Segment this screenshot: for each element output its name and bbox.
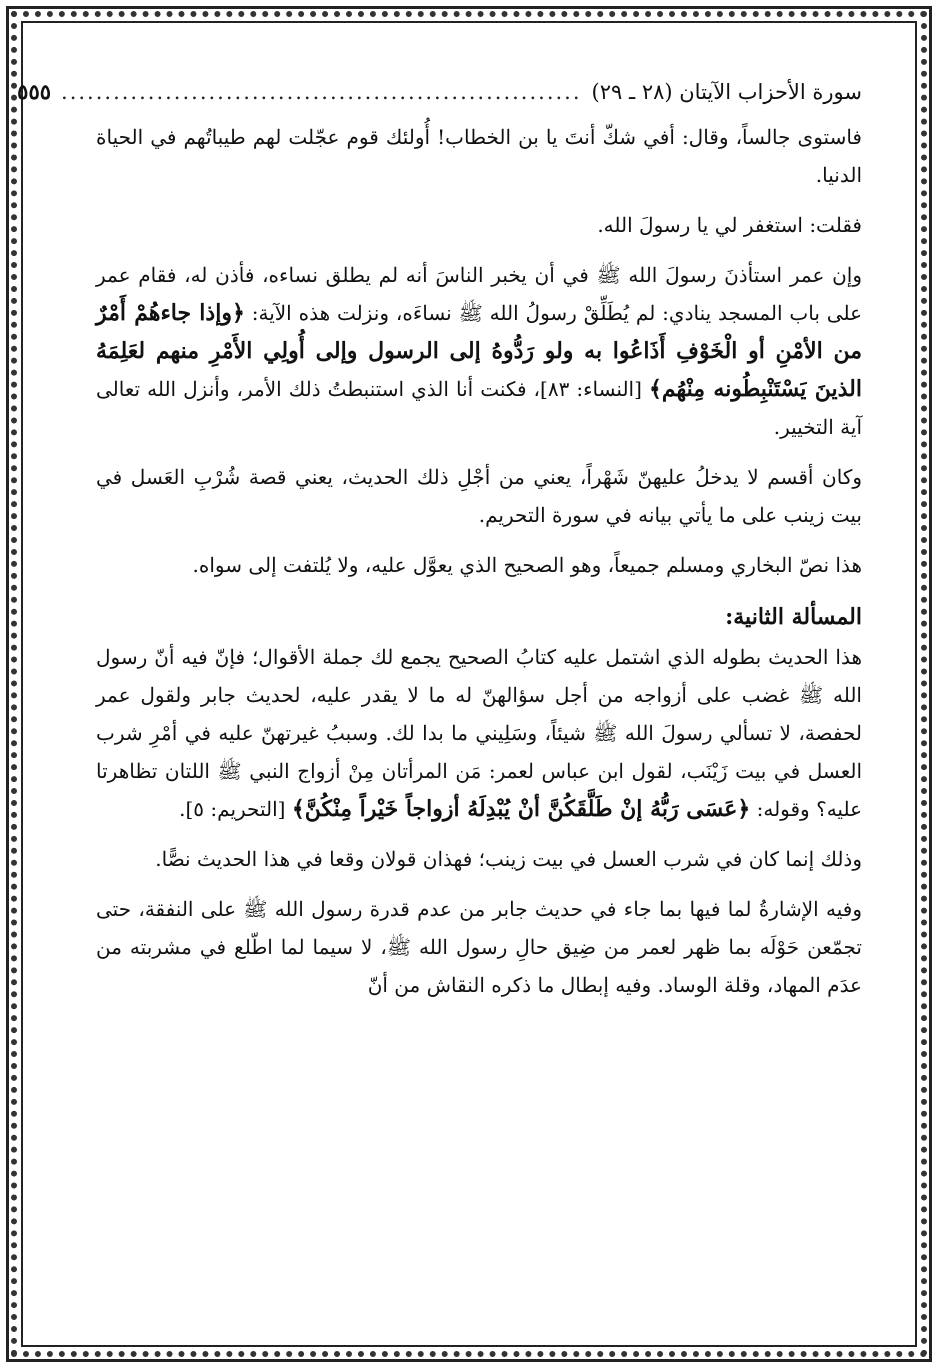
paragraph-text: [التحريم: ٥]. xyxy=(179,797,286,821)
paragraph: وذلك إنما كان في شرب العسل في بيت زينب؛ فهذان قولان وقعا في هذا الحديث نصًّا. xyxy=(155,847,862,871)
paragraph xyxy=(96,256,862,446)
paragraph-text: وإن عمر استأذنَ رسولَ الله ﷺ في أن يخبر الناسَ أنه لم يطلق نساءه، فأذن له، فقام عمر على باب المسجد ينادي: لم يُطَلِّقْ رسولُ الله ﷺ نساءَه، ونزلت هذه الآية: xyxy=(96,263,863,325)
paragraph-text: هذا الحديث بطوله الذي اشتمل عليه كتابُ الصحيح يجمع لك جملة الأقوال؛ فإنّ فيه أنّ رسول الله ﷺ غضب على أزواجه من أجل سؤالهنّ له ما لا يقدر عليه، لحديث جابر ولقول عمر لحفصة، لا تسألي رسولَ الله ﷺ شيئاً، وسَلِيني ما بدا لك. وسببُ غيرتهنّ عليه في أمْرِ شرب العسل في بيت زَيْنَب، لقول ابن عباس لعمر: مَن المرأتان مِنْ أزواج النبي ﷺ اللتان تظاهرتا عليه؟ وقوله: xyxy=(96,645,862,821)
paragraph: فاستوى جالساً، وقال: أفي شكّ أنتَ يا بن الخطاب! أُولئك قوم عجّلت لهم طيباتُهم في الحياة الدنيا. xyxy=(96,125,862,187)
paragraph: هذا نصّ البخاري ومسلم جميعاً، وهو الصحيح الذي يعوَّل عليه، ولا يُلتفت إلى سواه. xyxy=(192,553,862,577)
paragraph: وفيه الإشارةُ لما فيها بما جاء في حديث جابر من عدم قدرة رسول الله ﷺ على النفقة، حتى تجمّعن حَوْلَه بما ظهر لعمر من ضِيق حالِ رسول الله ﷺ، لا سيما لما اطّلع في مشربته من عدَم المهاد، وقلة الوساد. وفيه إبطال ما ذكره النقاش من أنّ xyxy=(96,897,862,997)
paragraph xyxy=(96,638,862,828)
paragraph: فقلت: استغفر لي يا رسولَ الله. xyxy=(597,213,862,237)
paragraph-text: [النساء: ٨٣]، فكنت أنا الذي استنبطتُ ذلك الأمر، وأنزل الله تعالى آية التخيير. xyxy=(96,377,862,439)
paragraph: وكان أقسم لا يدخلُ عليهنّ شَهْراً، يعني من أجْلِ ذلك الحديث، يعني قصة شُرْبِ العَسل في بيت زينب على ما يأتي بيانه في سورة التحريم. xyxy=(96,465,863,527)
header-title: سورة الأحزاب الآيتان (٢٨ ـ ٢٩) xyxy=(591,80,862,104)
quran-verse: ﴿وإذا جاءهُمْ أَمْرٌ من الأمْنِ أو الْخَوْفِ أَذَاعُوا به ولو رَدُّوهُ إلى الرسول وإلى أُولِي الأَمْرِ منهم لعَلِمَهُ الذينَ يَسْتَنْبِطُونه مِنْهُم﴾ xyxy=(96,300,862,402)
page-content xyxy=(17,72,863,1004)
page-number: ٥٥٥ xyxy=(17,79,52,104)
running-header xyxy=(17,72,862,118)
header-leader-dots: ............................................................ xyxy=(61,80,582,104)
quran-verse: ﴿عَسَى رَبُّهُ إنْ طَلَّقَكُنَّ أنْ يُبْدِلَهُ أزواجاً خَيْراً مِنْكُنَّ﴾ xyxy=(291,796,751,822)
section-heading: المسألة الثانية: xyxy=(725,604,862,630)
